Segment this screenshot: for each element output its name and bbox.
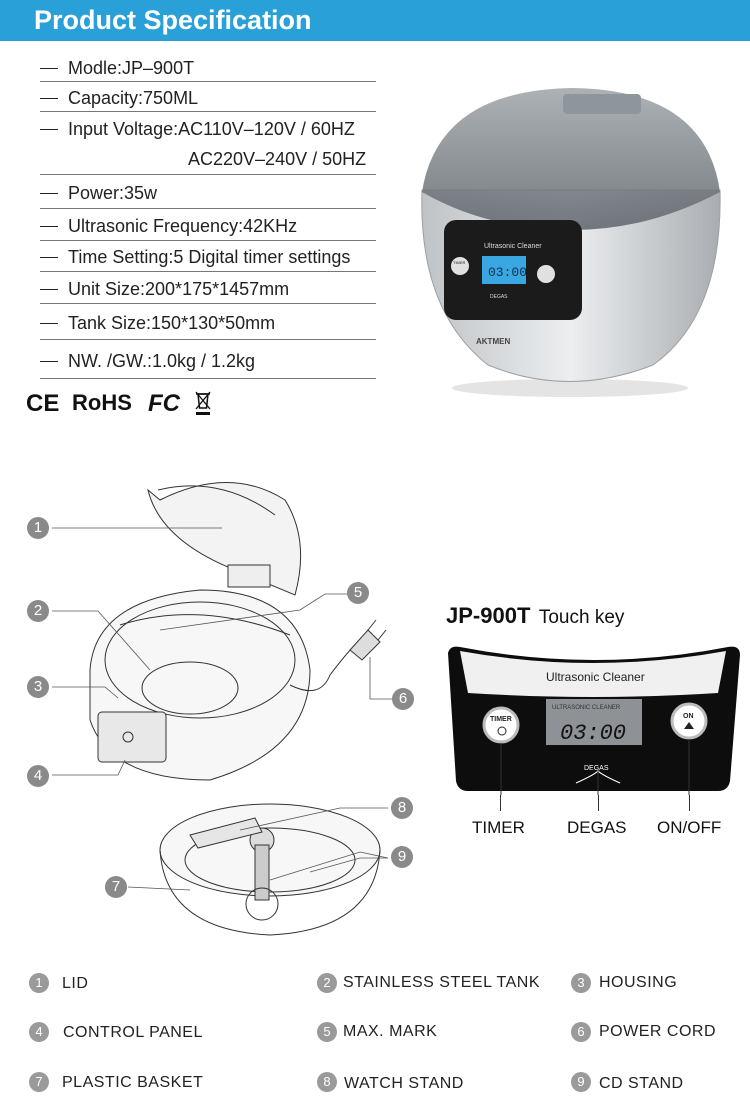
spec-input-voltage: Input Voltage:AC110V–120V / 60HZ bbox=[68, 118, 355, 139]
product-timer-label: TIMER bbox=[453, 260, 466, 265]
rohs-mark: RoHS bbox=[72, 390, 132, 415]
legend-num-1: 1 bbox=[29, 973, 49, 993]
spec-input-voltage-2: AC220V–240V / 50HZ bbox=[188, 149, 367, 169]
page-title: Product Specification bbox=[34, 5, 312, 35]
product-image bbox=[408, 80, 728, 400]
display-header: ULTRASONIC CLEANER bbox=[552, 705, 621, 711]
callout-5: 5 bbox=[347, 582, 369, 604]
panel-title: Ultrasonic Cleaner bbox=[546, 670, 645, 684]
spec-tank-size: Tank Size:150*130*50mm bbox=[68, 312, 276, 333]
spec-model: Modle:JP–900T bbox=[68, 57, 195, 78]
legend-num-6: 6 bbox=[571, 1022, 591, 1042]
legend-num-3: 3 bbox=[571, 973, 591, 993]
product-display: 03:00 bbox=[488, 265, 528, 280]
onoff-label: ON/OFF bbox=[657, 818, 722, 837]
degas-label: DEGAS bbox=[584, 765, 609, 772]
control-panel-subtitle: Touch key bbox=[538, 607, 625, 628]
brand-logo: AKTMEN bbox=[476, 337, 511, 346]
exploded-diagram bbox=[0, 460, 440, 960]
callout-9: 9 bbox=[391, 846, 413, 868]
spec-item bbox=[40, 87, 376, 112]
control-panel-model: JP-900T bbox=[446, 603, 531, 628]
callout-6: 6 bbox=[392, 688, 414, 710]
callout-4: 4 bbox=[27, 765, 49, 787]
product-degas-label: DEGAS bbox=[490, 294, 508, 300]
spec-item bbox=[40, 215, 376, 241]
legend-num-2: 2 bbox=[317, 973, 337, 993]
header-bar bbox=[0, 0, 750, 41]
spec-item bbox=[40, 312, 376, 340]
display-time: 03:00 bbox=[560, 721, 627, 746]
spec-item bbox=[40, 118, 376, 175]
spec-time-setting: Time Setting:5 Digital timer settings bbox=[68, 246, 351, 267]
control-panel-illustration bbox=[446, 643, 742, 795]
spec-item bbox=[40, 246, 376, 272]
spec-frequency: Ultrasonic Frequency:42KHz bbox=[68, 215, 298, 236]
degas-caption: DEGAS bbox=[567, 818, 627, 837]
legend-label-watch-stand: WATCH STAND bbox=[344, 1075, 464, 1092]
legend-label-max-mark: MAX. MARK bbox=[343, 1023, 438, 1040]
spec-unit-size: Unit Size:200*175*1457mm bbox=[68, 278, 290, 299]
fc-mark: FC bbox=[148, 390, 180, 417]
spec-item bbox=[40, 182, 376, 209]
spec-weight: NW. /GW.:1.0kg / 1.2kg bbox=[68, 350, 256, 371]
legend-label-cd-stand: CD STAND bbox=[599, 1075, 684, 1092]
on-button-label: ON bbox=[683, 713, 694, 720]
spec-power: Power:35w bbox=[68, 182, 158, 203]
spec-capacity: Capacity:750ML bbox=[68, 87, 199, 108]
product-panel-title: Ultrasonic Cleaner bbox=[484, 243, 542, 250]
legend-num-7: 7 bbox=[29, 1072, 49, 1092]
spec-item bbox=[40, 278, 376, 304]
ce-mark: CE bbox=[26, 390, 60, 417]
legend-label-power-cord: POWER CORD bbox=[599, 1023, 716, 1040]
callout-8: 8 bbox=[391, 797, 413, 819]
legend-label-basket: PLASTIC BASKET bbox=[62, 1074, 204, 1091]
legend-label-housing: HOUSING bbox=[599, 974, 678, 991]
legend-label-tank: STAINLESS STEEL TANK bbox=[343, 974, 541, 991]
legend-num-9: 9 bbox=[571, 1072, 591, 1092]
weee-bin-icon bbox=[193, 390, 213, 416]
timer-label: TIMER bbox=[472, 818, 525, 837]
legend-num-8: 8 bbox=[317, 1072, 337, 1092]
legend-num-4: 4 bbox=[29, 1022, 49, 1042]
callout-3: 3 bbox=[27, 676, 49, 698]
callout-2: 2 bbox=[27, 600, 49, 622]
spec-item bbox=[40, 350, 376, 379]
control-panel-heading bbox=[446, 603, 624, 629]
legend-num-5: 5 bbox=[317, 1022, 337, 1042]
spec-item bbox=[40, 57, 376, 82]
timer-button-label: TIMER bbox=[490, 716, 512, 723]
callout-1: 1 bbox=[27, 517, 49, 539]
legend-label-control-panel: CONTROL PANEL bbox=[63, 1024, 203, 1041]
callout-7: 7 bbox=[105, 876, 127, 898]
legend-label-lid: LID bbox=[62, 975, 89, 992]
